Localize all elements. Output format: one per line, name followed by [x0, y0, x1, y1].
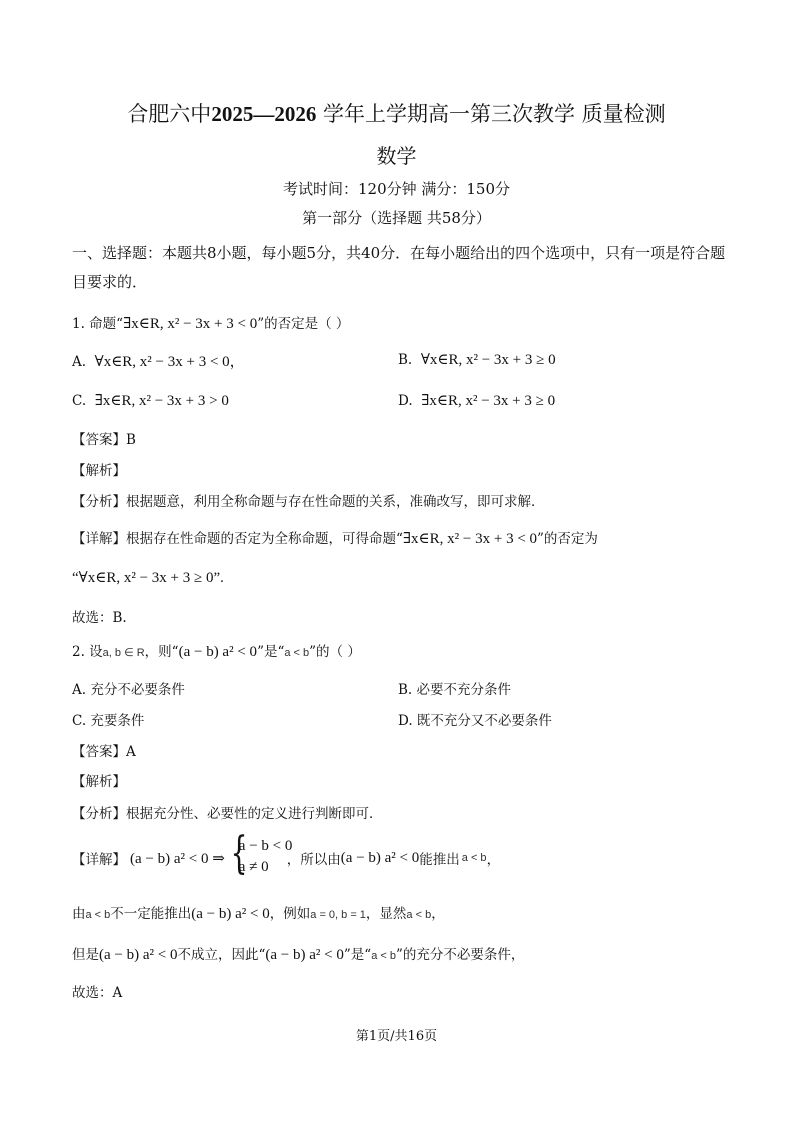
q2-line3-m3: a = 0, b = 1: [310, 909, 366, 921]
q2-line4-m3: a < b: [371, 950, 396, 962]
q2-line4-prefix: 但是: [72, 947, 99, 963]
q2-stem-suffix: ”的（ ）: [309, 644, 361, 660]
q2-detail-mid2: 能推出: [419, 852, 460, 868]
q2-option-a: A. 充分不必要条件: [72, 682, 185, 698]
q1-option-d: [398, 391, 555, 410]
q2-option-c: C. 充要条件: [72, 713, 145, 729]
page-footer: 第1页/共16页: [355, 1029, 438, 1044]
title-years: 2025—2026: [211, 102, 317, 126]
q1-detail: [72, 527, 598, 548]
q2-line3-mid2: ，例如: [269, 906, 311, 922]
q2-line3-m4: a < b: [406, 909, 432, 921]
q1-detail-prefix: 【详解】根据存在性命题的否定为全称命题，可得命题“: [72, 531, 403, 547]
q2-brace-system: [225, 828, 293, 879]
document-title: [0, 98, 793, 128]
q2-stem-prefix: 2. 设: [72, 644, 103, 660]
q2-detail-line4: [72, 943, 524, 964]
q2-line3-prefix: 由: [72, 906, 86, 922]
q2-detail-line3: [72, 902, 445, 923]
q1-option-a: [72, 350, 245, 371]
q1-detail-suffix: ”的否定为: [537, 531, 598, 547]
q2-line4-end: ”的充分不必要条件，: [395, 947, 525, 963]
q1-answer: 【答案】B: [72, 432, 136, 448]
q2-stem-var: a, b ∈ R: [102, 647, 145, 659]
q2-detail: [72, 828, 501, 879]
q2-brace-line2: a ≠ 0: [238, 859, 269, 875]
title-prefix: 合肥六中: [127, 102, 212, 126]
q1-option-b-label: B.: [398, 352, 413, 368]
q2-detail-math: (a − b) a² < 0 ⇒: [130, 850, 225, 867]
q1-detail-line2: “∀x∈R, x² − 3x + 3 ≥ 0”.: [72, 570, 224, 586]
q2-analysis-label: 【解析】: [72, 774, 126, 790]
q2-detail-label: 【详解】: [72, 852, 126, 868]
q2-stem-math2: a < b: [284, 647, 310, 659]
q2-line3-mid3: ，显然: [365, 906, 407, 922]
q2-line4-mid2: ”是“: [343, 947, 372, 963]
exam-meta: 考试时间：120分钟 满分：150分: [282, 180, 511, 198]
q2-option-b: B. 必要不充分条件: [398, 682, 512, 698]
q1-stem-prefix: 1. 命题“: [72, 316, 124, 332]
q2-stem-mid2: ”是“: [257, 644, 285, 660]
q2-line3-m2: (a − b) a² < 0: [191, 906, 270, 922]
part-heading: 第一部分（选择题 共58分）: [302, 209, 491, 227]
brace-icon: {: [230, 828, 248, 879]
q2-detail-end: ，: [486, 852, 501, 868]
q1-option-c-label: C.: [72, 393, 87, 409]
q2-stem-math1: (a − b) a² < 0: [178, 644, 258, 660]
q1-stem: [72, 312, 349, 333]
q2-line4-m1: (a − b) a² < 0: [99, 947, 178, 963]
q2-answer: 【答案】A: [72, 744, 136, 760]
q1-option-a-text: ∀x∈R, x² − 3x + 3 < 0，: [94, 354, 245, 370]
q1-choice: 故选：B.: [72, 610, 127, 626]
q1-option-b-text: ∀x∈R, x² − 3x + 3 ≥ 0: [420, 352, 556, 368]
q2-detail-math3: a < b: [461, 852, 487, 864]
q1-option-a-label: A.: [72, 354, 87, 370]
q2-brace-line1: a − b < 0: [238, 838, 293, 854]
q1-stem-math: ∃x∈R, x² − 3x + 3 < 0: [123, 316, 258, 332]
q2-choice: 故选：A: [72, 985, 123, 1001]
q2-detail-mid: ，所以由: [286, 852, 341, 868]
q1-option-d-text: ∃x∈R, x² − 3x + 3 ≥ 0: [421, 393, 556, 409]
q1-detail-math: ∃x∈R, x² − 3x + 3 < 0: [402, 531, 538, 547]
q1-option-d-label: D.: [398, 393, 413, 409]
q1-analysis-label: 【解析】: [72, 463, 126, 479]
q2-stem: [72, 640, 361, 661]
q2-line3-end: ，: [431, 906, 445, 922]
q2-detail-math2: (a − b) a² < 0: [340, 849, 420, 866]
section-heading: 一、选择题：本题共8小题，每小题5分，共40分．在每小题给出的四个选项中，只有一项是符合题目要求的．: [72, 244, 726, 291]
q1-option-b: [398, 350, 556, 369]
q1-option-c: [72, 391, 229, 410]
q2-line4-mid: 不成立，因此“: [177, 947, 266, 963]
q2-line3-m1: a < b: [85, 909, 111, 921]
q2-line3-mid: 不一定能推出: [110, 906, 192, 922]
q1-stem-suffix: ”的否定是（ ）: [257, 316, 350, 332]
q2-stem-mid1: ，则“: [144, 644, 179, 660]
subject-title: 数学: [376, 144, 417, 168]
q2-option-d: D. 既不充分又不必要条件: [398, 713, 552, 729]
q1-option-c-text: ∃x∈R, x² − 3x + 3 > 0: [94, 393, 229, 409]
q2-line4-m2: (a − b) a² < 0: [265, 947, 344, 963]
q2-fenxi: 【分析】根据充分性、必要性的定义进行判断即可．: [72, 806, 383, 822]
q1-fenxi: 【分析】根据题意，利用全称命题与存在性命题的关系，准确改写，即可求解．: [72, 494, 545, 510]
title-suffix: 学年上学期高一第三次教学 质量检测: [323, 102, 666, 126]
